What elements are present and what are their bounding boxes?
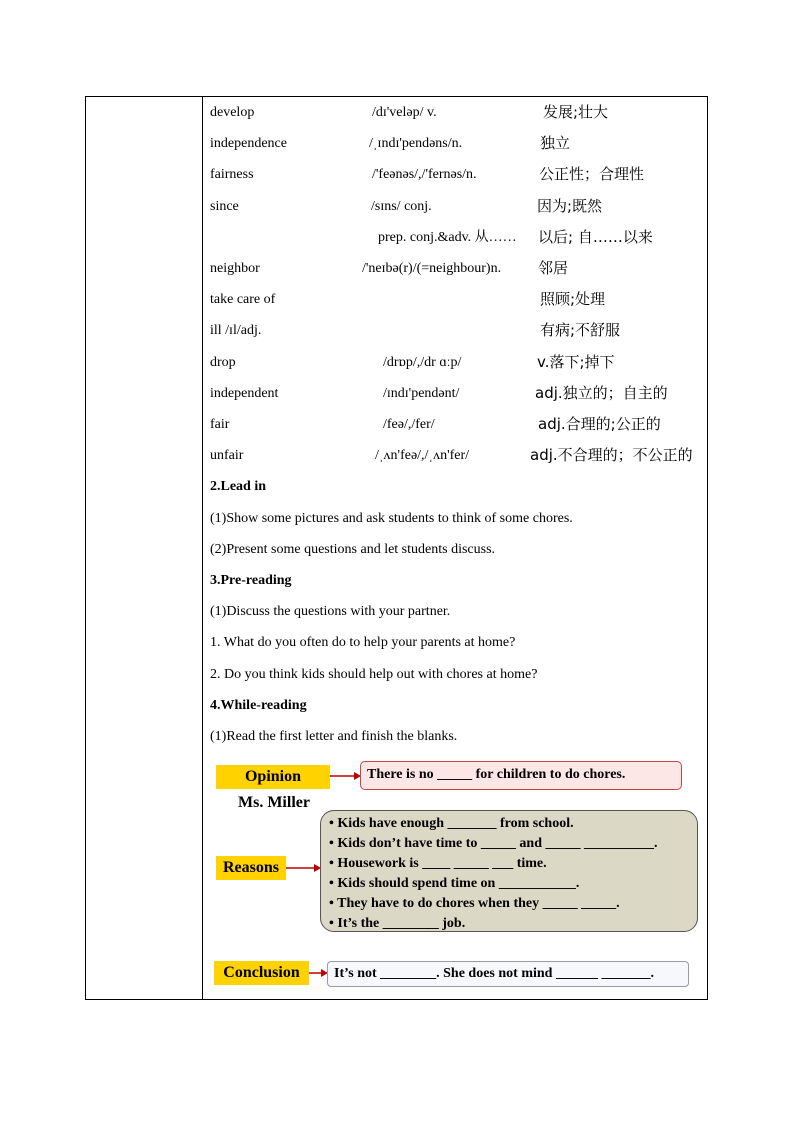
conclusion-arrow [309, 967, 329, 979]
vocab-phonetic: /feə/,/fer/ [383, 417, 435, 432]
vocab-meaning: 独立 [540, 134, 571, 152]
vocab-meaning: adj.独立的；自主的 [535, 384, 668, 402]
pre-reading-item: 1. What do you often do to help your parents at home? [210, 635, 516, 650]
vocab-phonetic: prep. conj.&adv. 从…… [378, 230, 517, 245]
pre-reading-item: 2. Do you think kids should help out with chores at home? [210, 667, 538, 682]
pre-reading-item: (1)Discuss the questions with your partner. [210, 604, 451, 619]
column-divider [202, 97, 203, 999]
vocab-phonetic: /'neɪbə(r)/(=neighbour)n. [362, 261, 502, 276]
vocab-phonetic: /'feənəs/,/'fernəs/n. [372, 167, 477, 182]
vocab-meaning: adj.不合理的；不公正的 [530, 446, 693, 464]
vocab-word: ill /ɪl/adj. [210, 323, 262, 338]
vocab-meaning: 因为;既然 [537, 197, 603, 215]
vocab-phonetic: /ɪndɪ'pendənt/ [383, 386, 460, 401]
reason-item: • Kids should spend time on ___________. [329, 876, 580, 891]
reason-item: • They have to do chores when they _____ _____. [329, 896, 620, 911]
vocab-meaning: 有病;不舒服 [540, 321, 621, 339]
speaker-name: Ms. Miller [238, 794, 310, 811]
reasons-box [320, 810, 698, 932]
vocab-word: take care of [210, 292, 276, 307]
vocab-phonetic: /dɪ'veləp/ v. [372, 105, 437, 120]
vocab-phonetic: /drɒp/,/dr ɑːp/ [383, 355, 462, 370]
conclusion-label: Conclusion [214, 961, 309, 985]
vocab-meaning: 以后; 自……以来 [538, 228, 653, 246]
opinion-box: There is no _____ for children to do chores. [360, 761, 682, 790]
vocab-meaning: 公正性；合理性 [539, 165, 645, 183]
while-reading-heading: 4.While-reading [210, 698, 307, 713]
opinion-label: Opinion [216, 765, 330, 789]
conclusion-box: It’s not ________. She does not mind ______ _______. [327, 961, 689, 987]
vocab-word: since [210, 199, 239, 214]
vocab-word: unfair [210, 448, 244, 463]
while-reading-item: (1)Read the first letter and finish the blanks. [210, 729, 458, 744]
reasons-label: Reasons [216, 856, 286, 880]
vocab-word: develop [210, 105, 255, 120]
vocab-meaning: v.落下;掉下 [537, 353, 615, 371]
opinion-arrow [330, 770, 362, 782]
reasons-arrow [286, 862, 322, 874]
lead-in-heading: 2.Lead in [210, 479, 267, 494]
vocab-meaning: adj.合理的;公正的 [538, 415, 661, 433]
reason-item: • It’s the ________ job. [329, 916, 466, 931]
vocab-word: independence [210, 136, 287, 151]
lead-in-item: (2)Present some questions and let students discuss. [210, 542, 496, 557]
lead-in-item: (1)Show some pictures and ask students to think of some chores. [210, 511, 573, 526]
vocab-word: fair [210, 417, 230, 432]
vocab-word: drop [210, 355, 236, 370]
reason-item: • Kids don’t have time to _____ and _____ __________. [329, 836, 658, 851]
vocab-phonetic: /sɪns/ conj. [371, 199, 432, 214]
vocab-meaning: 邻居 [538, 259, 569, 277]
vocab-phonetic: /ˌʌn'feə/,/ˌʌn'fer/ [375, 448, 470, 463]
pre-reading-heading: 3.Pre-reading [210, 573, 292, 588]
reason-item: • Kids have enough _______ from school. [329, 816, 574, 831]
vocab-word: fairness [210, 167, 254, 182]
vocab-meaning: 发展;壮大 [543, 103, 609, 121]
reason-item: • Housework is ____ _____ ___ time. [329, 856, 547, 871]
vocab-word: neighbor [210, 261, 260, 276]
vocab-phonetic: /ˌɪndɪ'pendəns/n. [369, 136, 463, 151]
vocab-meaning: 照顾;处理 [540, 290, 606, 308]
vocab-word: independent [210, 386, 279, 401]
